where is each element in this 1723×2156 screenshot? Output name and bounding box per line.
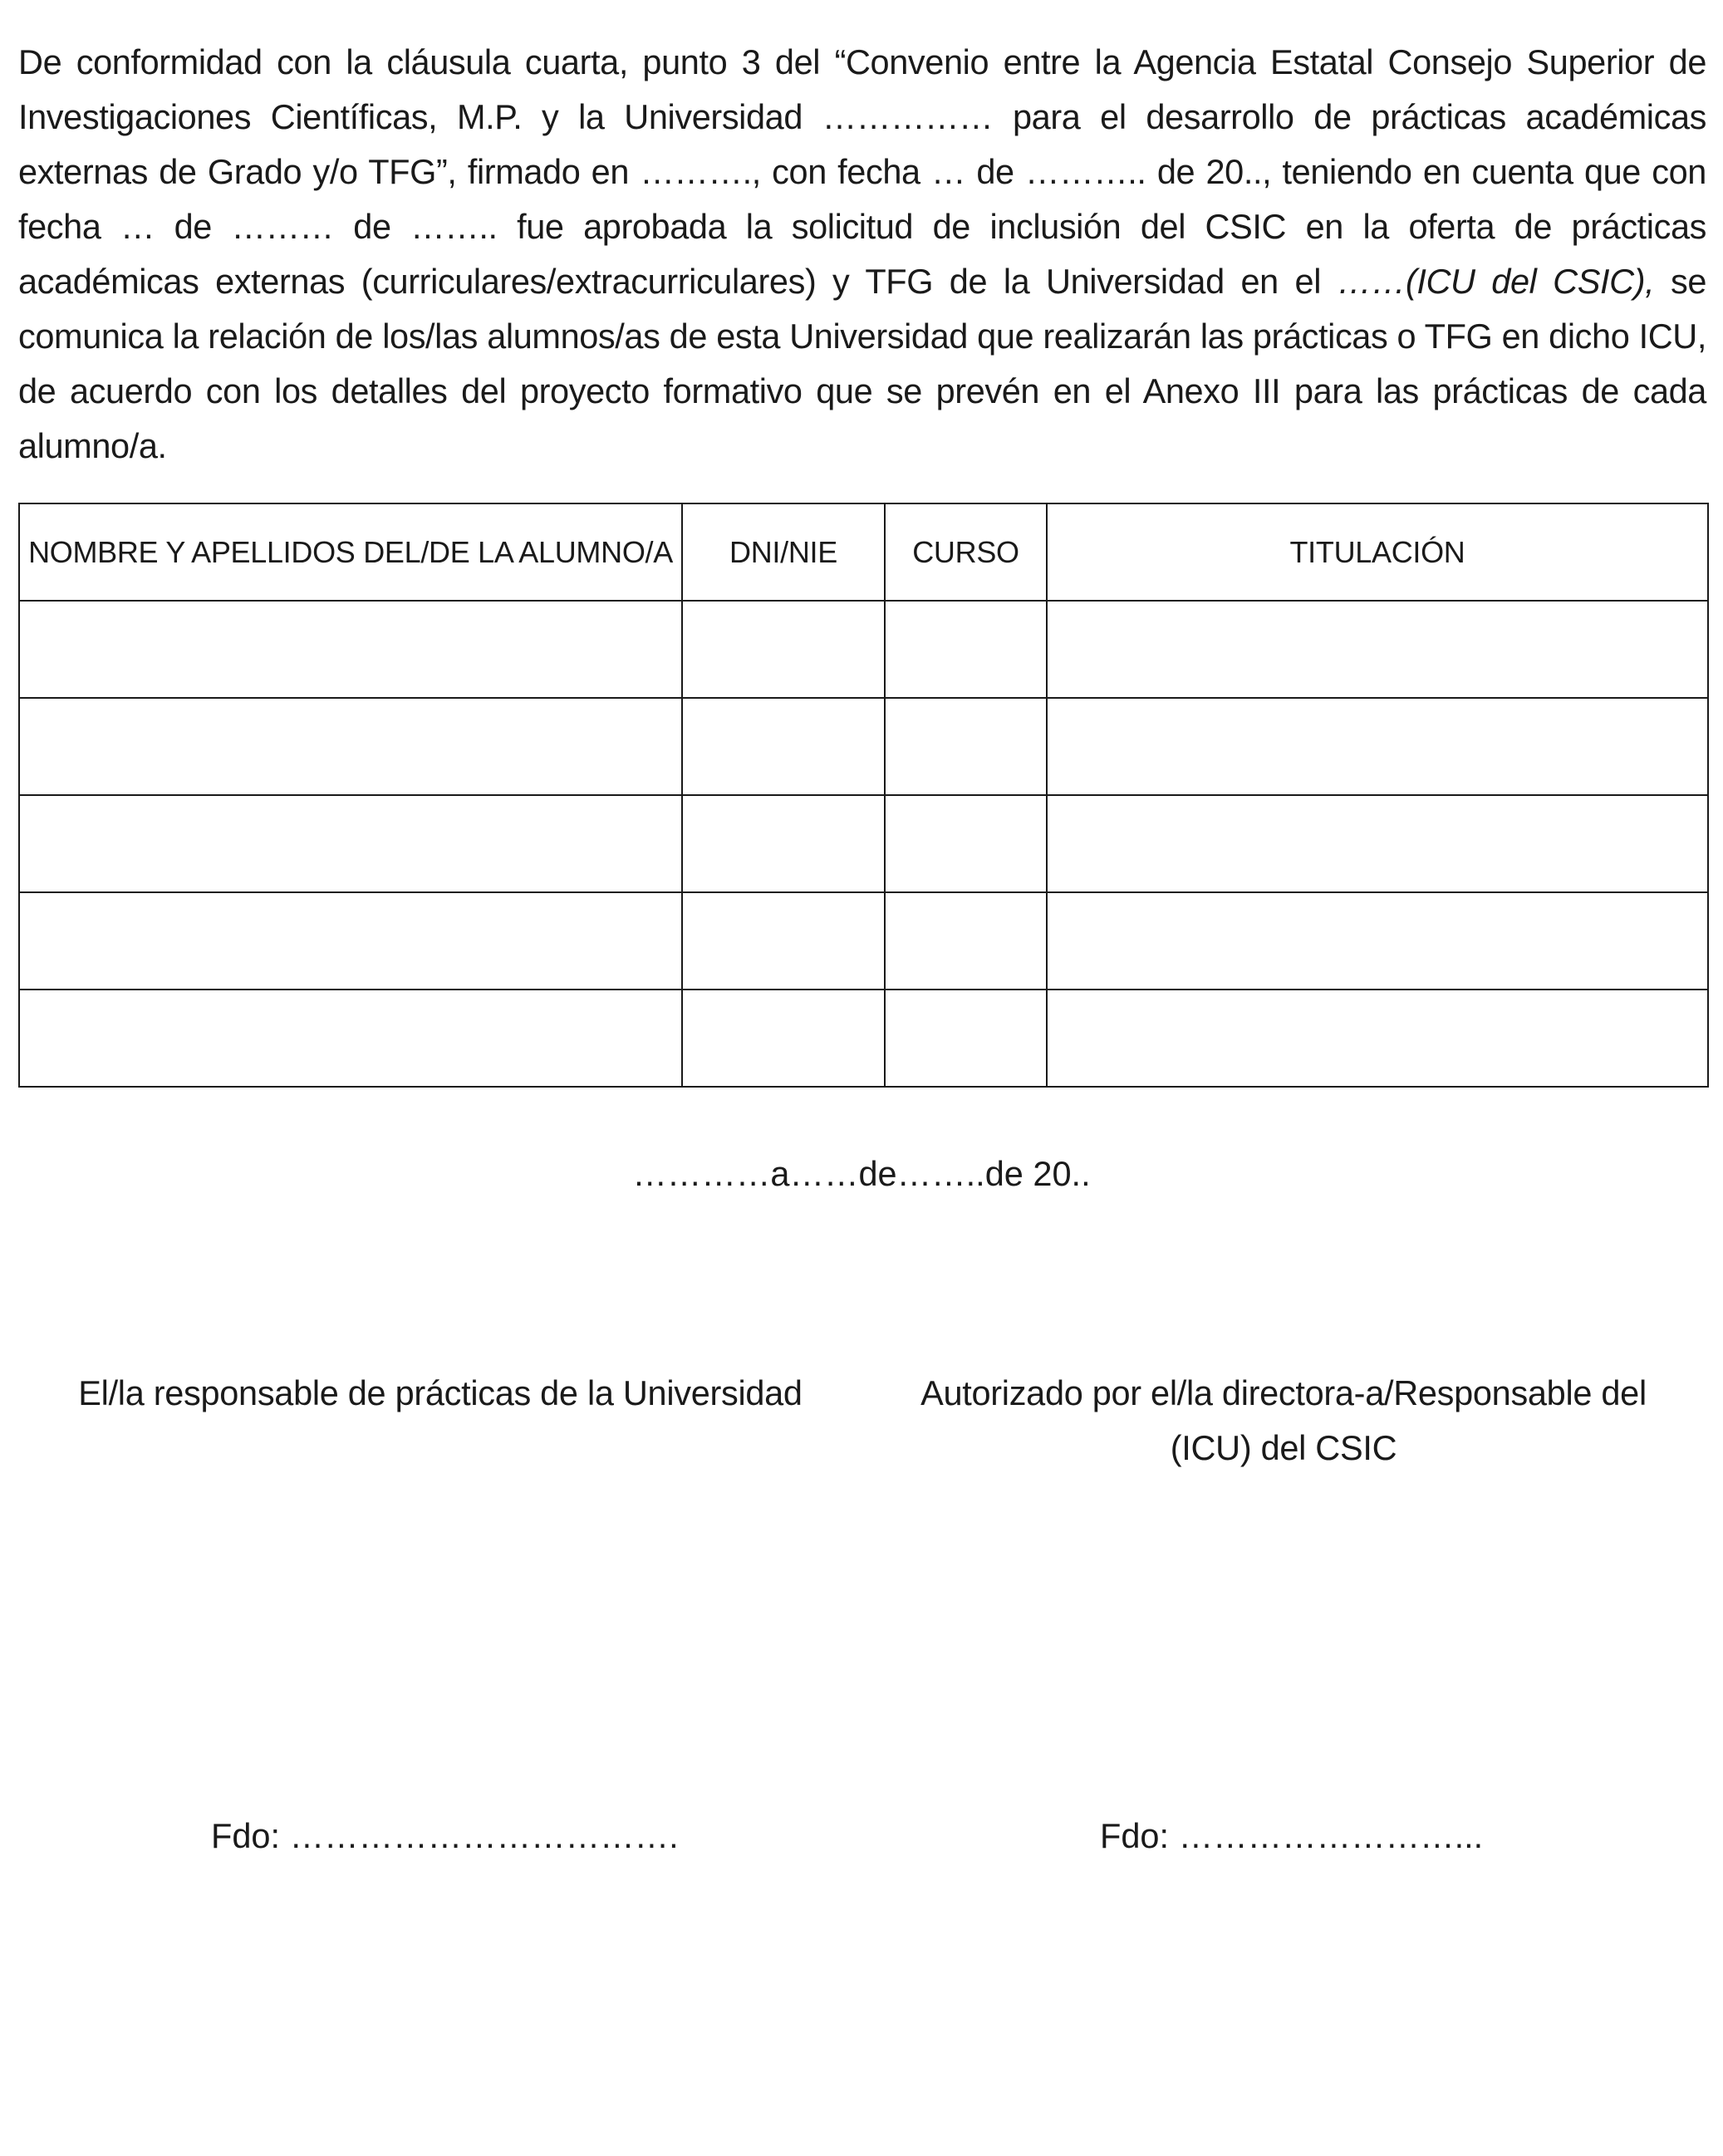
table-row bbox=[19, 892, 1708, 990]
cell-titulacion[interactable] bbox=[1047, 892, 1708, 990]
signature-right-title: Autorizado por el/la directora-a/Responsable del (ICU) del CSIC bbox=[920, 1373, 1647, 1467]
header-name: NOMBRE Y APELLIDOS DEL/DE LA ALUMNO/A bbox=[19, 503, 682, 601]
cell-curso[interactable] bbox=[885, 892, 1047, 990]
place-date-line: …………a……de……..de 20.. bbox=[632, 1154, 1091, 1193]
cell-name[interactable] bbox=[19, 698, 682, 795]
header-titulacion: TITULACIÓN bbox=[1047, 503, 1708, 601]
signature-left-title: El/la responsable de prácticas de la Universidad bbox=[78, 1373, 803, 1412]
cell-dni[interactable] bbox=[682, 601, 885, 698]
cell-name[interactable] bbox=[19, 795, 682, 892]
intro-text-italic: ……(ICU del CSIC), bbox=[1337, 262, 1655, 301]
header-curso: CURSO bbox=[885, 503, 1047, 601]
table-header-row bbox=[19, 503, 1708, 601]
cell-dni[interactable] bbox=[682, 795, 885, 892]
cell-titulacion[interactable] bbox=[1047, 990, 1708, 1087]
cell-titulacion[interactable] bbox=[1047, 601, 1708, 698]
table-row bbox=[19, 601, 1708, 698]
cell-name[interactable] bbox=[19, 601, 682, 698]
cell-curso[interactable] bbox=[885, 698, 1047, 795]
cell-dni[interactable] bbox=[682, 698, 885, 795]
signature-right-fdo: Fdo: ……………………... bbox=[1100, 1816, 1484, 1855]
cell-dni[interactable] bbox=[682, 990, 885, 1087]
signature-left-fdo: Fdo: ……………………………. bbox=[211, 1816, 679, 1855]
intro-text-part1: De conformidad con la cláusula cuarta, punto 3 del “Convenio entre la Agencia Estatal Consejo Superior de Investigaciones Científicas, M.P. y la Universidad …………… para el desarrollo de prácticas académicas externas de Grado y/o TFG”, firmado en ………., con fecha … de ……….. de 20.., teniendo en cuenta que con fecha … de ……… de …….. fue aprobada la solicitud de inclusión del CSIC en la oferta de prácticas académicas externas (curriculares/extracurriculares) y TFG de la Universidad en el bbox=[18, 42, 1706, 301]
cell-name[interactable] bbox=[19, 990, 682, 1087]
table-row bbox=[19, 795, 1708, 892]
intro-paragraph bbox=[18, 35, 1706, 474]
header-dni: DNI/NIE bbox=[682, 503, 885, 601]
cell-dni[interactable] bbox=[682, 892, 885, 990]
cell-titulacion[interactable] bbox=[1047, 795, 1708, 892]
cell-curso[interactable] bbox=[885, 990, 1047, 1087]
cell-curso[interactable] bbox=[885, 795, 1047, 892]
cell-name[interactable] bbox=[19, 892, 682, 990]
cell-curso[interactable] bbox=[885, 601, 1047, 698]
cell-titulacion[interactable] bbox=[1047, 698, 1708, 795]
table-row bbox=[19, 698, 1708, 795]
students-table bbox=[18, 503, 1709, 1088]
intro-text-part2: se comunica la relación de los/las alumnos/as de esta Universidad que realizarán las prácticas o TFG en dicho ICU, de acuerdo con los detalles del proyecto formativo que se prevén en el Anexo III para las prácticas de cada alumno/a. bbox=[18, 262, 1707, 465]
table-row bbox=[19, 990, 1708, 1087]
